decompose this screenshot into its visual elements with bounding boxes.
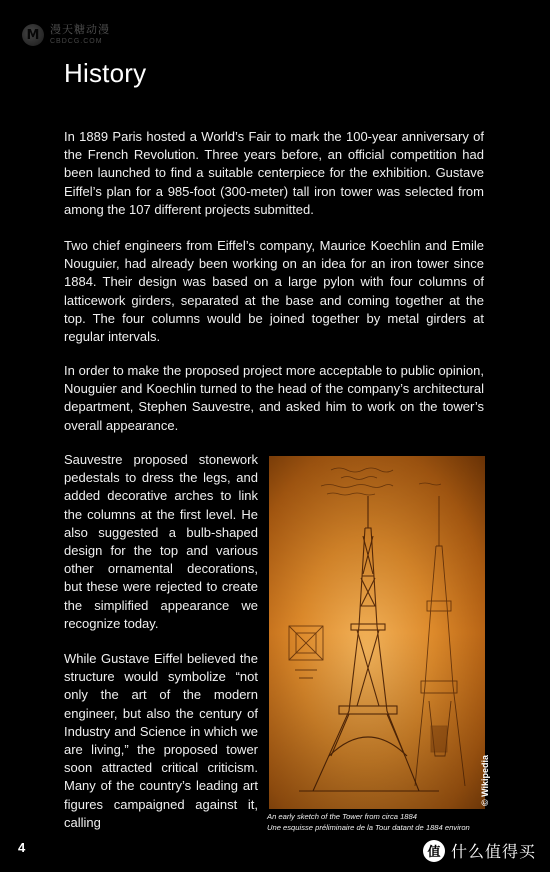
paragraph-3: In order to make the proposed project more acceptable to public opinion, Nouguier and Koechlin turned to the head of the company’s architectural department, Stephen Sauvestre, and asked him to work on the tower’s overall appearance. [64, 363, 484, 433]
watermark-name-cn: 漫天糖动漫 [50, 24, 110, 36]
paragraph-1: In 1889 Paris hosted a World’s Fair to mark the 100-year anniversary of the French Revolution. Three years before, an official competition had been launched to find a suitable centerpiece for the exhibition. Gustave Eiffel’s plan for a 985-foot (300-meter) tall iron tower was selected from among the 107 different projects submitted. [64, 129, 484, 217]
m-logo-icon: M [22, 24, 44, 46]
paragraph-2: Two chief engineers from Eiffel’s company, Maurice Koechlin and Emile Nouguier, had already been working on an idea for an iron tower since 1884. Their design was based on a large pylon with four columns of latticework girders, separated at the base and coming together at the top. The four columns would be joined together by metal girders at regular intervals. [64, 238, 484, 345]
image-credit: © Wikipedia [480, 754, 490, 806]
figure-caption [267, 812, 470, 833]
watermark-text: 什么值得买 [450, 842, 536, 861]
watermark-name-en: CBDCG.COM [50, 38, 103, 45]
watermark-logo-top [22, 24, 110, 46]
caption-french: Une esquisse préliminaire de la Tour datant de 1884 environ [267, 822, 470, 832]
caption-english: An early sketch of the Tower from circa 1884 [267, 812, 417, 821]
page-title: History [64, 58, 147, 88]
zhi-circle-icon: 值 [423, 840, 445, 862]
paragraph-5: While Gustave Eiffel believed the structure would symbolize “not only the art of the modern engineer, but also the century of Industry and Science in which we are living,” the proposed tower soon attracted critical criticism. Many of the country’s leading art figures campaigned against it, calling [64, 651, 258, 830]
watermark-logo-bottom [423, 839, 536, 862]
watermark-logo-text [50, 25, 110, 45]
eiffel-tower-sketch-image [269, 456, 485, 809]
page-number: 4 [18, 840, 26, 855]
tower-sketch-drawing [269, 456, 485, 809]
paragraph-4: Sauvestre proposed stonework pedestals to dress the legs, and added decorative arches to link the columns at the first level. He also suggested a bulb-shaped design for the top and various other ornamental decorations, but these were rejected to create the simplified appearance we recognize today. [64, 452, 258, 631]
